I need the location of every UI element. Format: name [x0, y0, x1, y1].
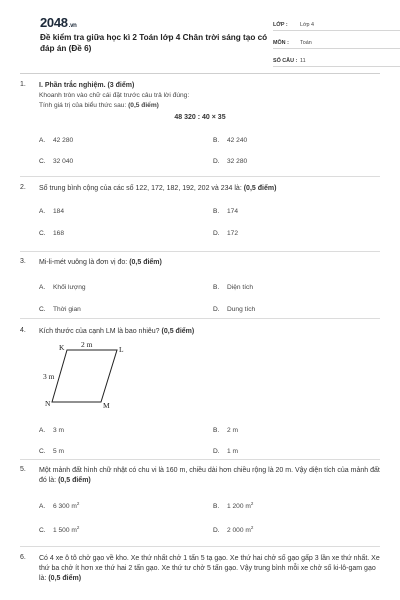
question-number: 3.	[20, 258, 26, 265]
option-exponent: 2	[250, 524, 254, 530]
option-text: 2 m	[227, 427, 238, 434]
option-letter: B.	[213, 284, 220, 291]
divider	[20, 318, 380, 319]
section-heading: I. Phần trắc nghiệm. (3 điểm)	[39, 82, 135, 89]
option-d[interactable]	[213, 448, 238, 455]
option-a[interactable]	[39, 427, 64, 434]
question-3	[20, 258, 380, 312]
option-letter: D.	[213, 230, 220, 237]
option-text: 174	[227, 208, 239, 215]
option-text: 6 300 m	[53, 503, 77, 510]
document-title: Đề kiểm tra giữa học kì 2 Toán lớp 4 Chân trời sáng tạo có đáp án (Đề 6)	[40, 33, 268, 53]
meta-key: MÔN :	[273, 40, 289, 46]
option-d[interactable]	[213, 306, 255, 313]
question-number: 4.	[20, 327, 26, 334]
question-prompt	[39, 101, 380, 111]
prompt-text: Tính giá trị của biểu thức sau:	[39, 102, 129, 109]
option-letter: A.	[39, 137, 46, 144]
logo-main-text: 2048	[40, 15, 68, 30]
option-exponent: 2	[250, 500, 254, 506]
option-text: 184	[53, 208, 65, 215]
option-c[interactable]	[39, 306, 81, 313]
option-text: Thời gian	[53, 306, 81, 313]
option-letter: B.	[213, 137, 220, 144]
question-text	[39, 554, 380, 584]
option-letter: B.	[213, 208, 220, 215]
option-b[interactable]	[213, 137, 247, 144]
math-expression: 48 320 : 40 × 35	[174, 114, 226, 121]
divider	[20, 176, 380, 177]
option-text: 3 m	[53, 427, 64, 434]
points-label: (0,5 điểm)	[161, 328, 195, 335]
option-letter: A.	[39, 427, 46, 434]
meta-row-subject	[273, 34, 400, 49]
vertex-label-n: N	[45, 399, 51, 408]
points-label: (0,5 điểm)	[58, 477, 91, 484]
option-letter: D.	[213, 527, 220, 534]
options	[39, 413, 380, 455]
option-letter: C.	[39, 158, 46, 165]
option-text: 32 040	[53, 158, 74, 165]
option-text: 32 280	[227, 158, 248, 165]
option-b[interactable]	[213, 500, 254, 510]
option-d[interactable]	[213, 524, 254, 534]
option-d[interactable]	[213, 158, 247, 165]
option-letter: D.	[213, 448, 220, 455]
option-a[interactable]	[39, 137, 73, 144]
meta-value: Lớp 4	[300, 22, 315, 28]
option-letter: C.	[39, 306, 46, 313]
option-c[interactable]	[39, 158, 73, 165]
question-stem: Mi-li-mét vuông là đơn vị đo:	[39, 259, 130, 266]
instruction-line: Khoanh tròn vào chữ cái đặt trước câu trả lời đúng:	[39, 92, 190, 99]
header	[20, 0, 380, 70]
option-text: Dung tích	[227, 306, 256, 313]
option-c[interactable]	[39, 524, 80, 534]
option-text: 1 m	[227, 448, 238, 455]
option-text: 5 m	[53, 448, 64, 455]
option-a[interactable]	[39, 500, 80, 510]
points-label: (0,5 điểm)	[129, 259, 162, 266]
meta-panel	[273, 16, 400, 70]
question-6	[20, 554, 380, 584]
options	[39, 194, 380, 238]
option-text: 42 240	[227, 137, 248, 144]
option-a[interactable]	[39, 208, 64, 215]
option-text: Khối lượng	[53, 284, 86, 291]
options	[39, 268, 380, 312]
points-label: (0,5 điểm)	[243, 185, 277, 192]
option-letter: B.	[213, 503, 220, 510]
vertex-label-k: K	[59, 343, 65, 352]
option-c[interactable]	[39, 448, 64, 455]
divider	[20, 73, 380, 74]
question-stem: Một mảnh đất hình chữ nhật có chu vi là 160 m, chiều dài hơn chiều rộng là 20 m. Vậy diện tích của mảnh đất đó là:	[39, 467, 380, 484]
option-b[interactable]	[213, 284, 253, 291]
question-number: 6.	[20, 554, 26, 561]
points-label: (0,5 điểm)	[128, 102, 159, 109]
question-text	[39, 258, 380, 268]
question-text	[39, 184, 380, 194]
option-text: 2 000 m	[227, 527, 251, 534]
question-text	[39, 466, 380, 486]
option-letter: C.	[39, 527, 46, 534]
question-4	[20, 327, 380, 455]
logo-sub-text: .vn	[68, 23, 77, 29]
side-length-left: 3 m	[43, 372, 55, 381]
option-letter: A.	[39, 208, 46, 215]
question-2	[20, 184, 380, 238]
meta-row-count	[273, 52, 400, 67]
meta-key: LỚP :	[273, 22, 288, 28]
question-5	[20, 466, 380, 534]
option-text: Diện tích	[227, 284, 254, 291]
option-letter: A.	[39, 284, 46, 291]
question-number: 5.	[20, 466, 26, 473]
options	[39, 486, 380, 534]
divider	[20, 459, 380, 460]
option-letter: D.	[213, 306, 220, 313]
option-letter: C.	[39, 230, 46, 237]
option-text: 1 500 m	[53, 527, 77, 534]
option-letter: D.	[213, 158, 220, 165]
question-1	[20, 81, 380, 167]
question-number: 1.	[20, 81, 26, 88]
option-text: 172	[227, 230, 239, 237]
parallelogram-figure	[39, 340, 129, 413]
option-b[interactable]	[213, 427, 238, 434]
meta-value: 11	[300, 58, 306, 64]
question-stem: Kích thước của cạnh LM là bao nhiêu?	[39, 328, 162, 335]
question-number: 2.	[20, 184, 26, 191]
site-logo[interactable]	[40, 15, 77, 30]
option-text: 1 200 m	[227, 503, 251, 510]
option-b[interactable]	[213, 208, 238, 215]
option-exponent: 2	[76, 500, 80, 506]
meta-row-class	[273, 16, 400, 31]
option-c[interactable]	[39, 230, 64, 237]
side-length-top: 2 m	[81, 340, 93, 349]
divider	[20, 251, 380, 252]
meta-key: SỐ CÂU :	[273, 58, 298, 64]
vertex-label-l: L	[119, 345, 124, 354]
option-text: 168	[53, 230, 65, 237]
option-letter: C.	[39, 448, 46, 455]
divider	[20, 546, 380, 547]
option-d[interactable]	[213, 230, 238, 237]
question-stem: Số trung bình cộng của các số 122, 172, 182, 192, 202 và 234 là:	[39, 185, 244, 192]
vertex-label-m: M	[103, 401, 110, 410]
question-stem: Có 4 xe ô tô chở gạo về kho. Xe thứ nhất chở 1 tấn 5 tạ gạo. Xe thứ hai chở số gạo gấp 3 lần xe thứ nhất. Xe thứ ba chở ít hơn xe thứ hai 2 tấn gạo. Xe thứ tư chở 5 tấn gạo. Vậy trung bình mỗi xe chở số ki-lô-gam gạo là:	[39, 555, 380, 582]
points-label: (0,5 điểm)	[48, 575, 82, 582]
options	[39, 123, 380, 167]
question-text	[39, 327, 380, 337]
meta-value: Toán	[300, 40, 312, 46]
option-letter: A.	[39, 503, 46, 510]
option-a[interactable]	[39, 284, 86, 291]
option-exponent: 2	[76, 524, 80, 530]
option-letter: B.	[213, 427, 220, 434]
option-text: 42 280	[53, 137, 74, 144]
